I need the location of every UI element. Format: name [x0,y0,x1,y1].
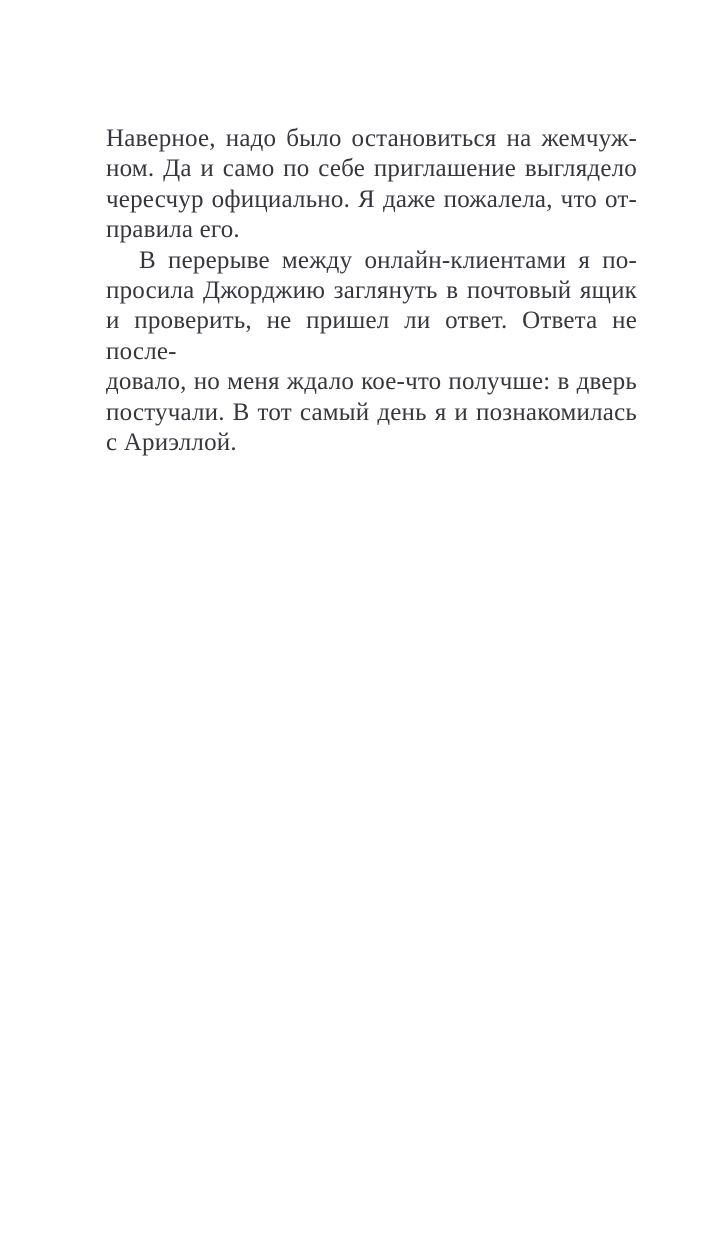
text-line: чересчур официально. Я даже пожалела, что от- [106,185,637,213]
text-line: правила его. [106,216,240,244]
text-line: Наверное, надо было остановиться на жемчуж- [106,125,637,152]
text-line: В перерыве между онлайн-клиентами я по- [139,246,637,274]
text-line: и проверить, не пришел ли ответ. Ответа не после- [106,307,637,365]
text-line: ном. Да и само по себе приглашение выглядело [106,155,637,183]
text-line: просила Джорджию заглянуть в почтовый ящик [106,277,637,305]
paragraph [106,246,637,459]
text-line: постучали. В тот самый день я и познакомилась [106,398,637,426]
text-line: с Ариэллой. [106,429,237,457]
text-line: довало, но меня ждало кое-что получше: в дверь [106,368,637,396]
text-block [106,124,637,458]
paragraph [106,124,637,246]
